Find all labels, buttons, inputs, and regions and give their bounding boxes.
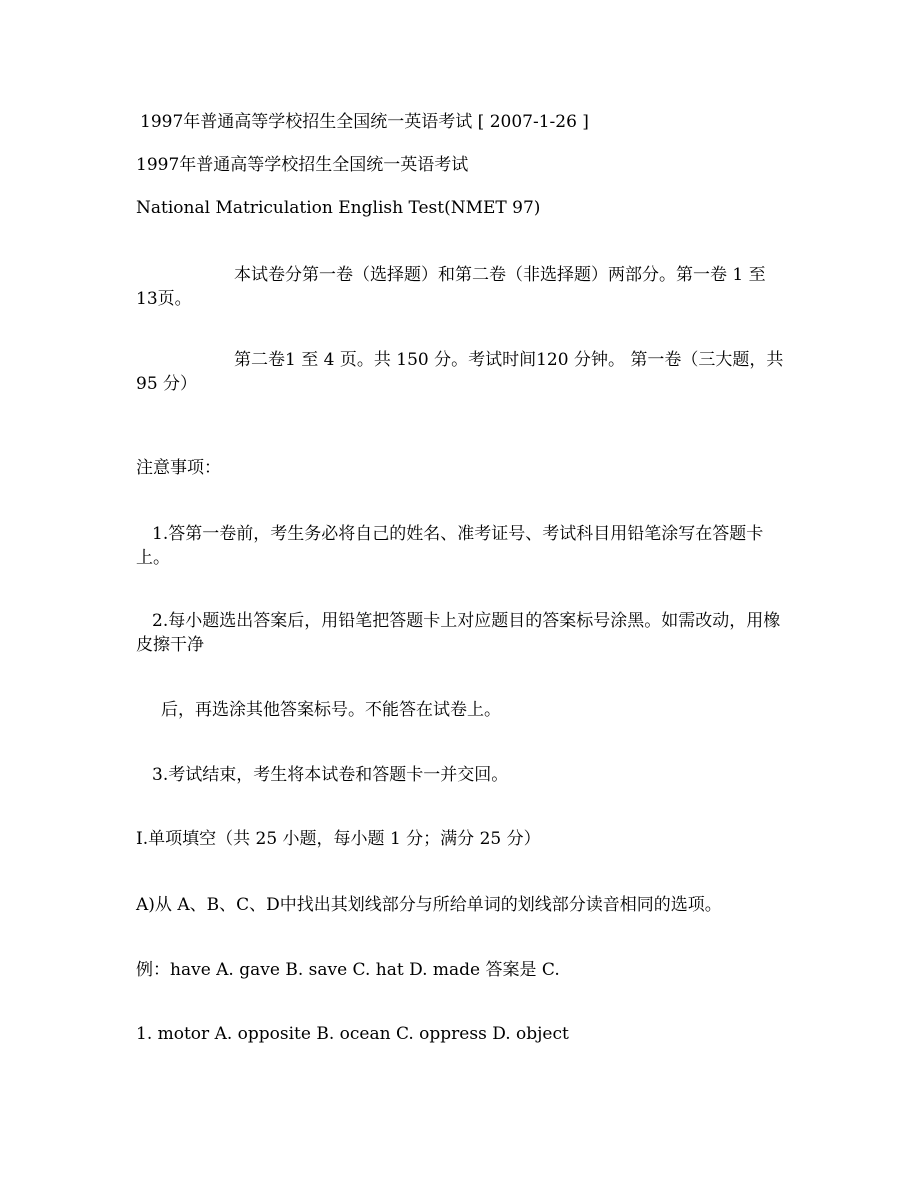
notes-heading: 注意事项： [136,458,221,478]
note-1: 1.答第一卷前，考生务必将自己的姓名、准考证号、考试科目用铅笔涂写在答题卡上。 [136,524,764,568]
intro-paragraph-2: 第二卷1 至 4 页。共 150 分。考试时间120 分钟。 第一卷（三大题，共 95 分） [136,350,784,394]
title-chinese: 1997年普通高等学校招生全国统一英语考试 [136,155,469,175]
intro-paragraph-1: 本试卷分第一卷（选择题）和第二卷（非选择题）两部分。第一卷 1 至 13页。 [136,265,766,309]
example-line: 例：have A. gave B. save C. hat D. made 答案是 C. [136,960,560,980]
title-english: National Matriculation English Test(NMET 97) [136,198,541,218]
header-title: 1997年普通高等学校招生全国统一英语考试 [ 2007-1-26 ] [140,112,589,132]
note-2-continued: 后，再选涂其他答案标号。不能答在试卷上。 [161,700,501,720]
section-1-heading: I.单项填空（共 25 小题，每小题 1 分；满分 25 分） [136,829,541,849]
note-2: 2.每小题选出答案后，用铅笔把答题卡上对应题目的答案标号涂黑。如需改动，用橡皮擦干净 [136,611,781,655]
question-1: 1. motor A. opposite B. ocean C. oppress D. object [136,1024,569,1044]
note-3: 3.考试结束，考生将本试卷和答题卡一并交回。 [152,765,509,785]
section-1a-instruction: A)从 A、B、C、D中找出其划线部分与所给单词的划线部分读音相同的选项。 [136,895,722,915]
